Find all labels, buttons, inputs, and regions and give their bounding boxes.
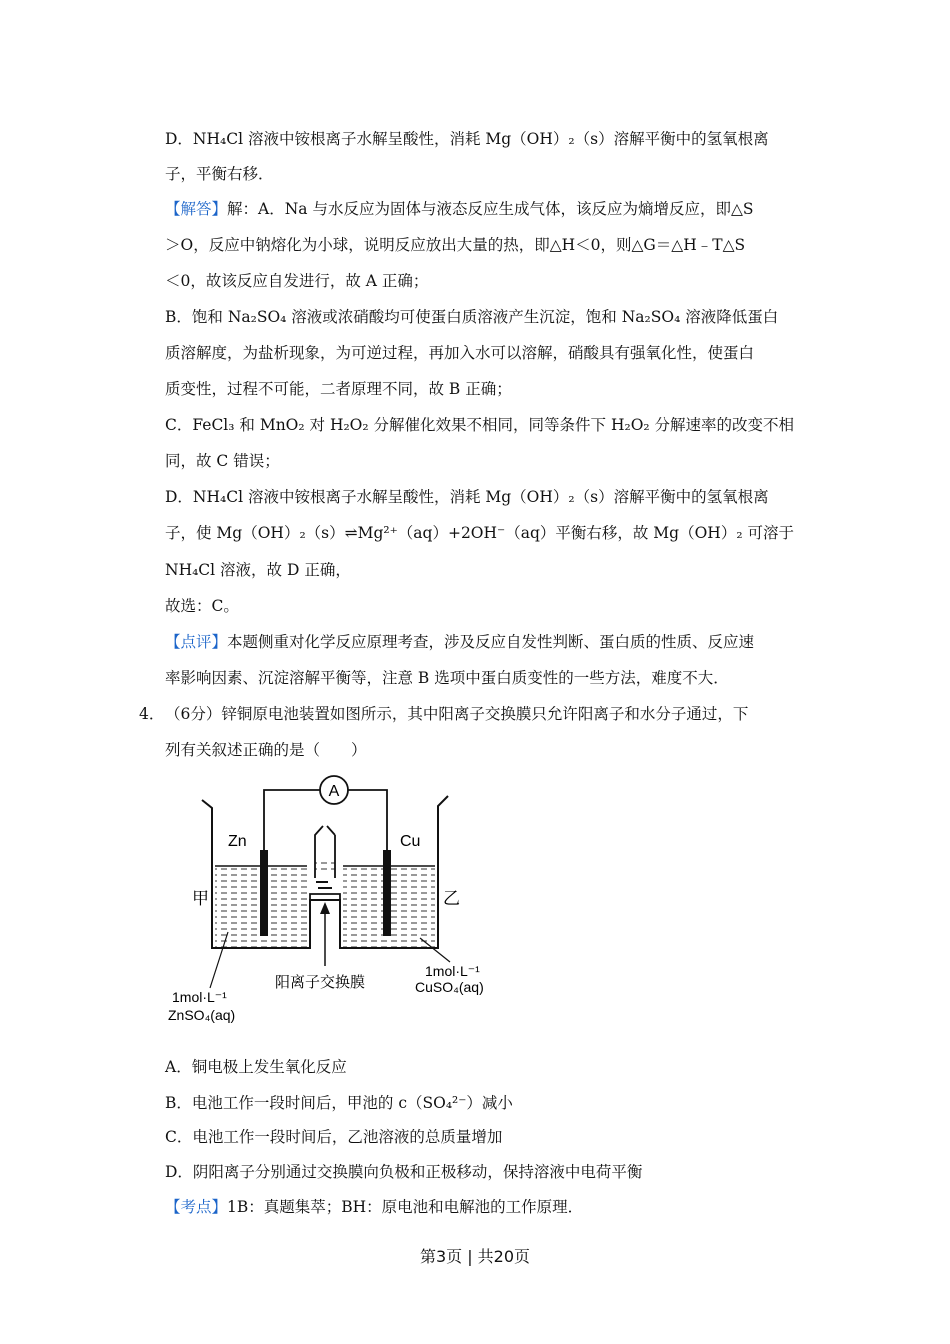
left-solution-label: ZnSO₄(aq) [168,1007,236,1023]
membrane-top-solution [315,862,335,874]
comment-line2: 率影响因素、沉淀溶解平衡等，注意 B 选项中蛋白质变性的一些方法，难度不大． [165,669,729,687]
answer-line-d2: 子，使 Mg（OH）₂（s）⇌Mg²⁺（aq）+2OH⁻（aq）平衡右移，故 Mg（OH）₂ 可溶于 [165,524,794,542]
right-solution-label: CuSO₄(aq) [415,979,484,995]
answer-choice: 故选：C。 [165,597,239,615]
kaodian-text: 1B：真题集萃；BH：原电池和电解池的工作原理． [227,1198,584,1216]
prev-option-d-line1: D．NH₄Cl 溶液中铵根离子水解呈酸性，消耗 Mg（OH）₂（s）溶解平衡中的氢氧根离 [165,130,769,148]
cu-electrode [383,850,391,936]
right-concentration: 1mol·L⁻¹ [425,963,480,979]
zn-label: Zn [228,833,247,850]
left-concentration: 1mol·L⁻¹ [172,989,227,1005]
answer-line-a2: ＞O，反应中钠熔化为小球，说明反应放出大量的热，即△H＜0，则△G＝△H﹣T△S [165,236,746,254]
question-number: 4． [139,705,165,723]
answer-line-a3: ＜0，故该反应自发进行，故 A 正确； [165,272,429,290]
kaodian-line [165,1197,583,1217]
membrane-arrow-head [320,902,330,914]
answer-line-b3: 质变性，过程不可能，二者原理不同，故 B 正确； [165,380,512,398]
comment-tag: 【点评】 [165,633,228,651]
answer-line-b1: B．饱和 Na₂SO₄ 溶液或浓硝酸均可使蛋白质溶液产生沉淀，饱和 Na₂SO₄ 溶液降低蛋白 [165,308,779,326]
answer-tag: 【解答】 [165,200,228,218]
wire-right [348,790,387,850]
option-b: B．电池工作一段时间后，甲池的 c（SO₄²⁻）减小 [165,1094,513,1112]
option-d: D．阴阳离子分别通过交换膜向负极和正极移动，保持溶液中电荷平衡 [165,1163,643,1181]
option-a: A．铜电极上发生氧化反应 [165,1058,347,1076]
ammeter-label: A [328,783,340,800]
wire-left [264,790,320,850]
prev-option-d-line2: 子，平衡右移． [165,165,274,183]
cu-label: Cu [400,833,421,850]
membrane-label: 阳离子交换膜 [275,974,366,991]
answer-line-b2: 质溶解度，为盐析现象，为可逆过程，再加入水可以溶解，硝酸具有强氧化性，使蛋白 [165,344,755,362]
zn-electrode [260,850,268,936]
question-line2: 列有关叙述正确的是（ ） [165,741,367,759]
question-stem: （6分）锌铜原电池装置如图所示，其中阳离子交换膜只允许阳离子和水分子通过，下 [165,705,749,723]
question-line1 [139,704,748,724]
option-c: C．电池工作一段时间后，乙池溶液的总质量增加 [165,1128,503,1146]
kaodian-tag: 【考点】 [165,1198,228,1216]
answer-line-c2: 同，故 C 错误； [165,452,280,470]
galvanic-cell-figure [160,770,510,1030]
answer-line-d3: NH₄Cl 溶液，故 D 正确， [165,561,351,579]
page-footer: 第3页 | 共20页 [419,1247,531,1266]
answer-line-c1: C．FeCl₃ 和 MnO₂ 对 H₂O₂ 分解催化效果不相同，同等条件下 H₂O₂ 分解速率的改变不相 [165,416,795,434]
answer-text: 解：A．Na 与水反应为固体与液态反应生成气体，该反应为熵增反应，即△S [227,200,754,218]
comment-line1 [165,632,754,652]
answer-line-d1: D．NH₄Cl 溶液中铵根离子水解呈酸性，消耗 Mg（OH）₂（s）溶解平衡中的氢氧根离 [165,488,769,506]
right-pool-label: 乙 [443,889,460,908]
comment-text: 本题侧重对化学反应原理考查，涉及反应自发性判断、蛋白质的性质、反应速 [227,633,755,651]
left-pool-label: 甲 [192,889,209,908]
answer-line-a1 [165,199,753,219]
